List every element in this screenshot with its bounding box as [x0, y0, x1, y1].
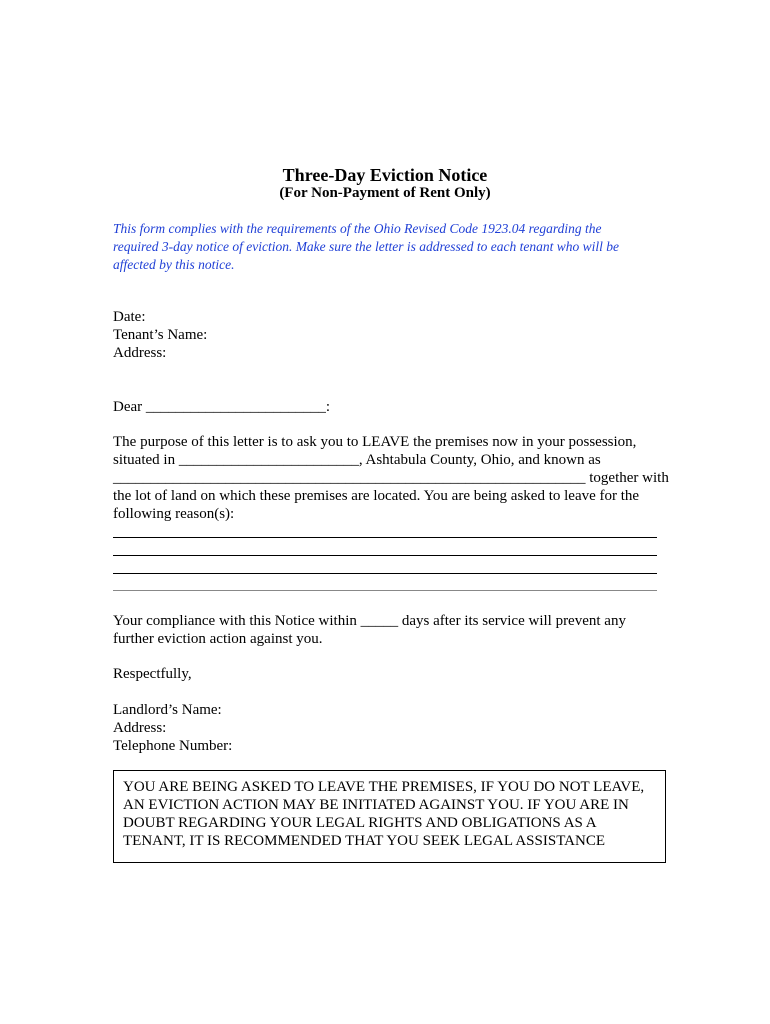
warning-box [113, 770, 666, 863]
warning-line: AN EVICTION ACTION MAY BE INITIATED AGAINST YOU. IF YOU ARE IN [123, 797, 629, 813]
warning-line: DOUBT REGARDING YOUR LEGAL RIGHTS AND OBLIGATIONS AS A [123, 815, 597, 831]
compliance-line: Your compliance with this Notice within _____ days after its service will prevent any [113, 613, 626, 629]
intro-line: This form complies with the requirements of the Ohio Revised Code 1923.04 regarding the [113, 221, 602, 236]
document-title: Three-Day Eviction Notice [282, 165, 488, 185]
body-line: following reason(s): [113, 506, 235, 522]
reason-line[interactable] [113, 555, 657, 556]
reason-line[interactable] [113, 537, 657, 538]
compliance-line: further eviction action against you. [113, 631, 323, 647]
body-line: The purpose of this letter is to ask you to LEAVE the premises now in your possession, [113, 434, 637, 450]
intro-line: required 3-day notice of eviction. Make sure the letter is addressed to each tenant who will be [113, 239, 620, 254]
date-field: Date: [113, 309, 146, 325]
tenant-address-field: Address: [113, 345, 167, 361]
intro-line: affected by this notice. [113, 257, 235, 272]
reason-line[interactable] [113, 573, 657, 574]
reason-line[interactable] [113, 590, 657, 591]
warning-line: YOU ARE BEING ASKED TO LEAVE THE PREMISES, IF YOU DO NOT LEAVE, [123, 779, 645, 795]
closing: Respectfully, [113, 666, 192, 682]
landlord-address-field: Address: [113, 720, 167, 736]
body-line: _______________________________________________________________ together with [113, 470, 669, 486]
landlord-name-field: Landlord’s Name: [113, 702, 222, 718]
body-line: the lot of land on which these premises are located. You are being asked to leave for the [113, 488, 640, 504]
intro-instructions [113, 220, 658, 274]
warning-line: TENANT, IT IS RECOMMENDED THAT YOU SEEK LEGAL ASSISTANCE [123, 833, 605, 849]
document-subtitle: (For Non-Payment of Rent Only) [279, 185, 491, 201]
body-line: situated in ________________________, Ashtabula County, Ohio, and known as [113, 452, 601, 468]
tenant-name-field: Tenant’s Name: [113, 327, 208, 343]
landlord-phone-field: Telephone Number: [113, 738, 233, 754]
salutation: Dear ________________________: [113, 399, 331, 415]
